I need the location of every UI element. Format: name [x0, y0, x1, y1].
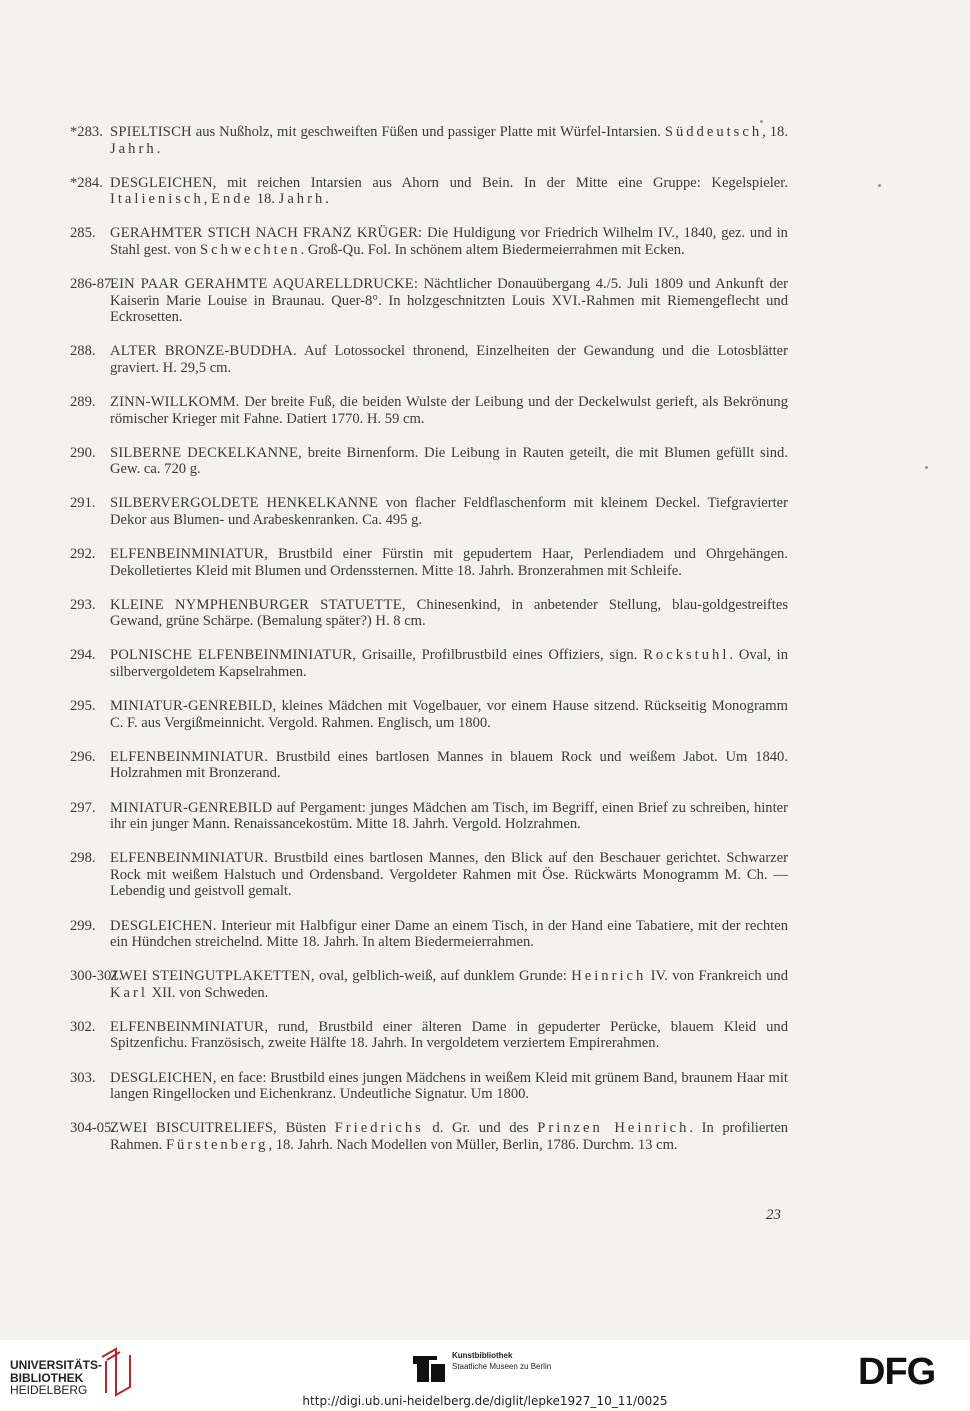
catalog-entry — [70, 445, 788, 478]
entry-number: 291. — [70, 495, 96, 512]
entry-text: von flacher Feldflaschenform mit kleinem Deckel. Tiefgravierter Dekor aus Blumen- und Arabeskenranken. Ca. 495 g. — [110, 495, 788, 528]
entry-title: MINIATUR-GENREBILD, — [110, 698, 277, 715]
ub-line-3: HEIDELBERG — [10, 1383, 88, 1397]
catalog-entry — [70, 918, 788, 951]
catalog-entry — [70, 343, 788, 376]
entry-number: 295. — [70, 698, 96, 715]
entry-text: auf Pergament: junges Mädchen am Tisch, im Begriff, einen Brief zu schreiben, hinter ihr ein junger Mann. Renaissancekostüm. Mitte 18. Jahrh. Vergold. Holzrahmen. — [110, 799, 788, 833]
kb-sub: Staatliche Museen zu Berlin — [452, 1362, 552, 1371]
paper-speck — [760, 120, 763, 123]
entry-text: Auf Lotossockel thronend, Einzelheiten der Gewandung und die Lotosblätter graviert. H. 29,5 cm. — [110, 343, 788, 376]
entry-number: 288. — [70, 343, 96, 360]
entry-number: 300-301. — [70, 968, 123, 985]
catalog-entry — [70, 968, 788, 1001]
entry-text: Interieur mit Halbfigur einer Dame an einem Tisch, in der Hand eine Tabatiere, mit der rechten ein Hündchen streichelnd. Mitte 18. Jahrh. In altem Biedermeierrahmen. — [110, 917, 788, 951]
entry-title: ELFENBEINMINIATUR. — [110, 748, 269, 765]
catalog-entry — [70, 698, 788, 731]
entry-number: *283. — [70, 124, 103, 140]
catalog-entry — [70, 1070, 788, 1103]
entry-text: Die Huldigung vor Friedrich Wilhelm IV., 1840, gez. und in Stahl gest. von — [110, 225, 788, 258]
entry-text: 18. — [253, 191, 279, 208]
entry-text: Grisaille, Profilbrustbild eines Offiziers, sign. — [356, 647, 644, 664]
ub-line-2: BIBLIOTHEK — [10, 1370, 84, 1385]
catalog-entry — [70, 749, 788, 782]
entry-emphasis: Karl — [110, 984, 148, 1001]
entry-number: 299. — [70, 917, 96, 934]
entry-title: DESGLEICHEN, — [110, 174, 217, 191]
entry-text: . In profilierten Rahmen. — [110, 1120, 788, 1153]
entry-number: 286-87. — [70, 276, 115, 293]
entry-number: 292. — [70, 546, 96, 563]
entry-number: 302. — [70, 1018, 96, 1035]
entry-number: 297. — [70, 799, 96, 816]
entry-title: SPIELTISCH — [110, 124, 192, 140]
entry-text: en face: Brustbild eines jungen Mädchens in weißem Kleid mit grünem Band, braunem Haar mit langen Ringellocken und Eichenkranz. Undeutliche Signatur. Um 1800. — [110, 1069, 788, 1103]
catalog-entry — [70, 1120, 788, 1153]
entry-text: d. Gr. und des — [423, 1120, 538, 1137]
paper-speck — [925, 466, 928, 469]
entry-title: KLEINE NYMPHENBURGER STATUETTE, — [110, 596, 406, 613]
entry-number: 304-05. — [70, 1120, 115, 1137]
entry-title: ELFENBEINMINIATUR. — [110, 850, 269, 867]
entry-number: 290. — [70, 444, 96, 461]
entry-title: ELFENBEINMINIATUR, — [110, 546, 269, 563]
catalog-entry — [70, 124, 788, 157]
entry-text: kleines Mädchen mit Vogelbauer, vor einem Hause sitzend. Rückseitig Monogramm C. F. aus Vergißmeinnicht. Vergold. Rahmen. Englisch, um 1800. — [110, 698, 788, 731]
catalog-entries — [70, 124, 788, 1171]
entry-text: aus Nußholz, mit geschweiften Füßen und passiger Platte mit Würfel-Intarsien. — [191, 124, 665, 140]
entry-title: SILBERNE DECKELKANNE, — [110, 444, 302, 461]
kunstbibliothek-label[interactable] — [452, 1350, 551, 1372]
permalink-url[interactable]: http://digi.ub.uni-heidelberg.de/diglit/lepke1927_10_11/0025 — [302, 1394, 668, 1408]
entry-title: DESGLEICHEN, — [110, 1069, 217, 1086]
entry-text: Büsten — [277, 1120, 335, 1137]
catalog-entry — [70, 495, 788, 528]
entry-text: breite Birnenform. Die Leibung in Rauten geteilt, die mit Blumen gefüllt sind. Gew. ca. 720 g. — [110, 444, 788, 478]
entry-emphasis: Schwechten — [200, 241, 301, 258]
ub-heidelberg-logo[interactable] — [10, 1359, 102, 1397]
entry-title: ZINN-WILLKOMM. — [110, 394, 240, 411]
entry-text: , 18. Jahrh. Nach Modellen von Müller, Berlin, 1786. Durchm. 13 cm. — [268, 1136, 678, 1153]
catalog-entry — [70, 175, 788, 208]
entry-title: DESGLEICHEN. — [110, 917, 217, 934]
entry-title: ELFENBEINMINIATUR, — [110, 1018, 269, 1035]
paper-speck — [878, 184, 881, 187]
entry-text: . Oval, in silbervergoldetem Kapselrahmen. — [110, 647, 788, 681]
entry-title: EIN PAAR GERAHMTE AQUARELLDRUCKE: — [110, 276, 419, 293]
entry-text: mit reichen Intarsien aus Ahorn und Bein. In der Mitte eine Gruppe: Kegelspieler. — [216, 174, 788, 191]
entry-number: 293. — [70, 596, 96, 613]
entry-number: 303. — [70, 1069, 96, 1086]
entry-text: XII. von Schweden. — [147, 984, 269, 1001]
entry-title: POLNISCHE ELFENBEINMINIATUR, — [110, 647, 357, 664]
entry-emphasis: Jahrh. — [110, 140, 164, 157]
entry-emphasis: Ende — [211, 191, 254, 208]
ub-line-1: UNIVERSITÄTS- — [10, 1358, 103, 1372]
entry-emphasis: Heinrich — [571, 968, 647, 985]
entry-emphasis: Italienisch — [110, 191, 204, 208]
entry-title: ZWEI STEINGUTPLAKETTEN, — [110, 968, 315, 985]
catalog-entry — [70, 546, 788, 579]
entry-title: ZWEI BISCUITRELIEFS, — [110, 1120, 278, 1137]
kunstbibliothek-logo-icon — [413, 1350, 445, 1382]
entry-text: IV. von Frankreich und — [646, 968, 788, 985]
entry-text: Chinesenkind, in anbetender Stellung, blau-goldgestreiftes Gewand, grüne Schärpe. (Bemalung später?) H. 8 cm. — [110, 596, 788, 630]
entry-text: . Groß-Qu. Fol. In schönem altem Biedermeierrahmen mit Ecken. — [300, 241, 685, 258]
entry-emphasis: Fürstenberg — [165, 1136, 269, 1153]
entry-text: Brustbild eines bartlosen Mannes in blauem Rock und weißem Jabot. Um 1840. Holzrahmen mit Bronzerand. — [110, 748, 788, 782]
catalog-entry — [70, 394, 788, 427]
entry-text: Der breite Fuß, die beiden Wulste der Leibung und der Deckelwulst gerieft, als Bekrönung römischer Krieger mit Fahne. Datiert 1770. H. 59 cm. — [110, 394, 788, 427]
entry-emphasis: Friedrichs — [334, 1120, 424, 1137]
entry-number: 285. — [70, 225, 96, 242]
entry-text: Nächtlicher Donauübergang 4./5. Juli 1809 und Ankunft der Kaiserin Marie Louise in Braunau. Quer-8°. In holzgeschnitzten Louis XVI.-Rahmen mit Riemengeflecht und Eckrosetten. — [110, 276, 788, 326]
entry-number: 289. — [70, 394, 96, 411]
entry-number: 298. — [70, 850, 96, 867]
entry-emphasis: Süddeutsch — [664, 124, 763, 140]
entry-emphasis: Prinzen Heinrich — [537, 1120, 690, 1137]
entry-title: ALTER BRONZE-BUDDHA. — [110, 343, 297, 360]
entry-text: , 18. — [762, 124, 788, 140]
entry-title: MINIATUR-GENREBILD — [110, 799, 273, 816]
dfg-logo[interactable]: DFG — [858, 1351, 936, 1393]
catalog-entry — [70, 597, 788, 630]
entry-title: SILBERVERGOLDETE HENKELKANNE — [110, 495, 379, 512]
catalog-entry — [70, 1019, 788, 1052]
entry-text: rund, Brustbild einer älteren Dame in gepuderter Perücke, blauem Kleid und Spitzenfichu. Französisch, zweite Hälfte 18. Jahrh. In vergoldetem verziertem Empirerahmen. — [110, 1018, 788, 1052]
entry-text: oval, gelblich-weiß, auf dunklem Grunde: — [314, 968, 572, 985]
ub-emblem-icon — [98, 1347, 134, 1399]
page-number: 23 — [766, 1207, 781, 1223]
kb-name: Kunstbibliothek — [452, 1351, 513, 1360]
entry-text: Brustbild eines bartlosen Mannes, den Blick auf den Beschauer gerichtet. Schwarzer Rock mit weißem Halstuch und Ordensband. Vergoldeter Rahmen mit Öse. Rückwärts Monogramm M. Ch. — Lebendig und geistvoll gemalt. — [110, 850, 788, 900]
entry-number: 296. — [70, 748, 96, 765]
entry-title: GERAHMTER STICH NACH FRANZ KRÜGER: — [110, 225, 423, 242]
entry-number: *284. — [70, 174, 103, 191]
entry-text: Brustbild einer Fürstin mit gepudertem Haar, Perlendiadem und Ohrgehängen. Dekolletiertes Kleid mit Blumen und Ordenssternen. Mitte 18. Jahrh. Bronzerahmen mit Schleife. — [110, 546, 788, 579]
entry-number: 294. — [70, 647, 96, 664]
catalog-entry — [70, 800, 788, 833]
entry-emphasis: Jahrh. — [278, 191, 332, 208]
catalog-entry — [70, 647, 788, 680]
entry-emphasis: Rockstuhl — [643, 647, 730, 664]
catalog-entry — [70, 850, 788, 900]
catalog-entry — [70, 276, 788, 326]
catalog-entry — [70, 225, 788, 258]
entry-text: , — [203, 191, 212, 208]
